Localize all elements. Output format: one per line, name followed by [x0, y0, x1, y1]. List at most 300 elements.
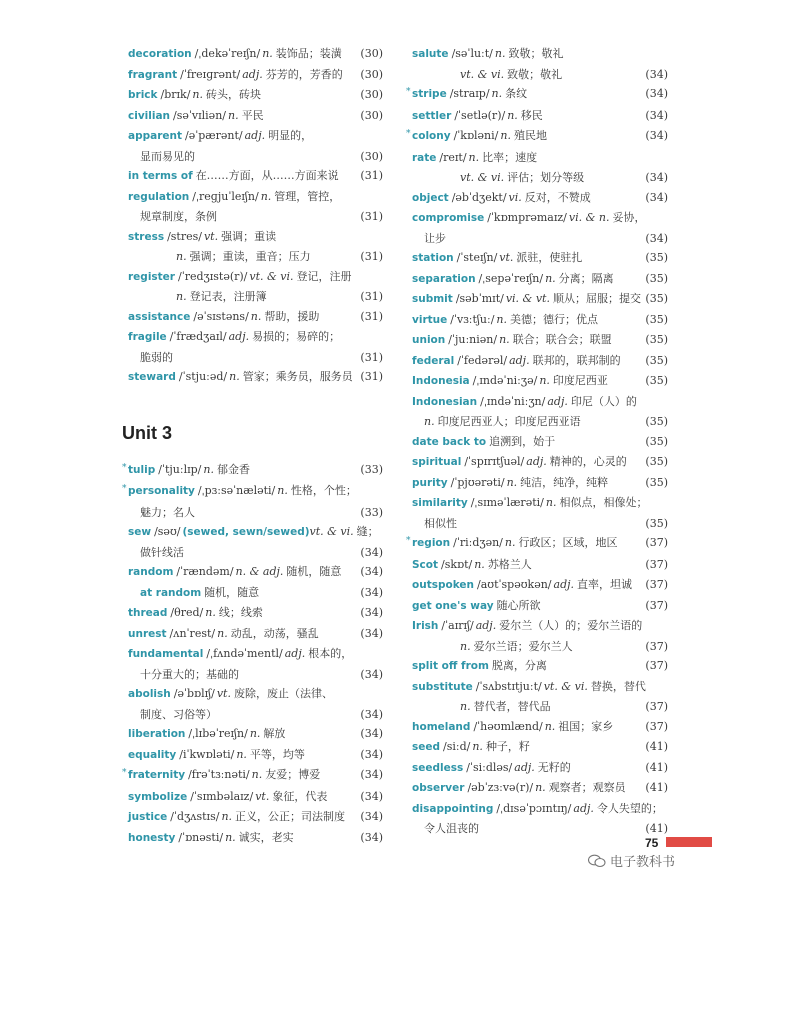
page-reference: (33) [360, 505, 383, 519]
definition: 苏格兰人 [487, 557, 532, 571]
headword: similarity [412, 497, 468, 509]
vocab-entry [128, 807, 383, 828]
vocab-entry [412, 392, 668, 413]
page-reference: (41) [645, 740, 668, 753]
left-bottom-entries [122, 460, 383, 849]
vocab-entry [412, 310, 668, 331]
vocab-entry [128, 828, 383, 849]
definition: 条纹 [505, 87, 528, 100]
part-of-speech: n. [535, 781, 546, 794]
pronunciation: /aʊtˈspəʊkən/ [477, 578, 552, 591]
vocab-entry [412, 616, 668, 637]
part-of-speech: adj. [242, 67, 263, 81]
part-of-speech: adj. [244, 129, 266, 142]
definition: 殖民地 [513, 129, 547, 142]
definition: 线；线索 [218, 606, 263, 619]
vocab-entry [412, 737, 668, 758]
vocab-entry [412, 269, 668, 290]
headword: seedless [412, 761, 464, 774]
headword: abolish [128, 688, 171, 700]
pronunciation: /ˈfreɪɡrənt/ [180, 67, 241, 81]
part-of-speech: adj. [475, 619, 497, 632]
pronunciation: /ˈtjuːlɪp/ [158, 462, 202, 476]
page-reference: (30) [360, 88, 383, 101]
part-of-speech: adj. [284, 647, 306, 660]
part-of-speech: n. [176, 250, 187, 263]
pronunciation: /reɪt/ [439, 150, 467, 164]
page-reference: (35) [645, 271, 668, 285]
headword: stripe [412, 88, 447, 100]
page-reference: (35) [645, 374, 668, 387]
headword: disappointing [412, 802, 494, 815]
page-reference: (34) [360, 747, 383, 761]
definition: 令人失望的； [596, 801, 663, 815]
headword: Indonesian [412, 395, 478, 408]
vocab-entry [412, 656, 668, 677]
pronunciation: /ˈhəʊmlænd/ [473, 719, 543, 733]
definition: 帮助，援助 [264, 309, 320, 323]
definition: 根本的， [308, 647, 353, 660]
pronunciation: /ˈdʒʌstɪs/ [170, 810, 220, 823]
vocab-entry [412, 555, 668, 576]
inflections: (sewed, sewn/sewed) [182, 526, 310, 538]
definition: 美德；德行；优点 [510, 312, 598, 326]
pronunciation: /ˈsɪmbəlaɪz/ [190, 789, 254, 803]
headword: split off from [412, 660, 489, 672]
vocab-entry [128, 787, 383, 808]
definition: 随机，随意 [286, 565, 342, 578]
headword: honesty [128, 831, 176, 844]
page-reference: (37) [645, 700, 668, 713]
pronunciation: /ˌreɡjuˈleɪʃn/ [192, 189, 259, 203]
part-of-speech: vi. & vt. [505, 292, 550, 305]
part-of-speech: adj. [509, 353, 530, 367]
pronunciation: /ˈsteɪʃn/ [456, 251, 498, 264]
page-reference: (35) [645, 251, 668, 264]
page-reference: (34) [360, 565, 383, 578]
page-reference: (41) [645, 781, 668, 794]
part-of-speech: adj. [228, 330, 250, 343]
vocab-entry [128, 227, 383, 248]
headword: federal [412, 354, 455, 367]
headword: liberation [128, 728, 186, 740]
page-reference: (31) [360, 250, 383, 263]
definition: 解放 [263, 727, 286, 740]
vocab-entry [412, 452, 668, 473]
part-of-speech: n. [424, 415, 435, 428]
page-reference: (31) [360, 210, 383, 223]
pronunciation: /ˈrændəm/ [176, 565, 234, 578]
part-of-speech: n. [506, 475, 518, 489]
definition: 随机，随意 [204, 585, 260, 599]
pronunciation: /ˈvɜːtʃuː/ [450, 312, 495, 326]
page-reference: (34) [645, 87, 668, 100]
headword: decoration [128, 48, 192, 60]
pronunciation: /səˈluːt/ [451, 47, 493, 60]
part-of-speech: n. [262, 47, 273, 60]
part-of-speech: n. [260, 189, 272, 203]
definition: 登记表，注册簿 [189, 290, 267, 303]
headword: tulip [128, 463, 156, 476]
headword: Irish [412, 620, 439, 632]
vocab-entry [128, 583, 383, 604]
vocab-entry [128, 327, 383, 348]
part-of-speech: n. [496, 312, 507, 326]
definition: 登记，注册 [296, 269, 352, 283]
part-of-speech: n. [228, 108, 239, 122]
definition: 联邦的，联邦制的 [532, 353, 621, 367]
headword: brick [128, 89, 158, 101]
part-of-speech: adj. [514, 760, 535, 774]
headword: civilian [128, 109, 171, 122]
part-of-speech: n. [176, 290, 187, 303]
headword: in terms of [128, 170, 193, 182]
vocab-entry [412, 432, 668, 453]
definition: 性格，个性； [290, 484, 357, 497]
page-reference: (35) [645, 415, 668, 428]
vocab-entry: * fraternity /frəˈtɜːnəti/ n. 友爱；博爱 (34) [128, 765, 383, 787]
vocab-entry: * personality /ˌpɜːsəˈnæləti/ n. 性格，个性； [128, 481, 383, 503]
definition: 动乱，动荡，骚乱 [230, 626, 319, 640]
vocab-entry [412, 819, 668, 839]
pronunciation: /səˈvɪliən/ [173, 108, 226, 122]
definition: 追溯到，始于 [489, 434, 556, 448]
page-reference: (30) [360, 108, 383, 122]
part-of-speech: vt. & vi. [460, 67, 505, 81]
definition: 管理，管控， [274, 189, 341, 203]
part-of-speech: n. [249, 727, 261, 740]
headword: symbolize [128, 790, 188, 803]
vocab-entry [128, 147, 383, 167]
definition: 郁金香 [216, 462, 250, 476]
pronunciation: /əˈbɒlɪʃ/ [173, 687, 215, 700]
pronunciation: /ˌdekəˈreɪʃn/ [194, 47, 261, 60]
pronunciation: /ˈaɪrɪʃ/ [441, 619, 474, 632]
page-reference: (35) [645, 333, 668, 346]
headword: compromise [412, 212, 485, 224]
headword: virtue [412, 313, 448, 326]
pronunciation: /stres/ [167, 229, 202, 243]
headword: assistance [128, 310, 191, 323]
definition: 精神的，心灵的 [549, 455, 627, 468]
pronunciation: /səbˈmɪt/ [455, 292, 504, 305]
pronunciation: /əbˈdʒekt/ [451, 190, 507, 204]
page-reference: (34) [360, 606, 383, 619]
part-of-speech: vt. [203, 229, 219, 243]
pronunciation: /ˌdɪsəˈpɔɪntɪŋ/ [496, 801, 572, 815]
definition: 脆弱的 [140, 350, 173, 364]
pronunciation: /iˈkwɒləti/ [179, 747, 235, 761]
headword: region [412, 537, 451, 549]
vocab-entry [412, 188, 668, 209]
headword: object [412, 191, 449, 204]
vocab-entry [412, 351, 668, 372]
pronunciation: /ˈstjuːəd/ [178, 370, 228, 383]
vocab-entry [128, 624, 383, 645]
part-of-speech: n. [192, 88, 204, 101]
headword: date back to [412, 435, 487, 448]
headword: fragile [128, 331, 167, 343]
vocab-entry [128, 724, 383, 745]
part-of-speech: n. [203, 462, 214, 476]
definition: 脱离，分离 [491, 659, 547, 672]
definition: 爱尔兰语；爱尔兰人 [473, 639, 573, 653]
definition: 致敬；敬礼 [507, 67, 563, 81]
definition: 印尼（人）的 [570, 394, 637, 408]
page-reference: (31) [360, 169, 383, 182]
page-reference: (35) [645, 292, 668, 305]
vocab-entry [412, 575, 668, 596]
page-reference: (34) [360, 667, 383, 681]
vocab-entry [412, 637, 668, 657]
page-reference: (34) [360, 545, 383, 559]
vocab-entry [412, 229, 668, 249]
headword: fragrant [128, 68, 178, 81]
vocab-entry [128, 367, 383, 388]
definition: 易损的；易碎的； [252, 330, 341, 343]
headword: thread [128, 607, 168, 619]
vocab-entry [412, 168, 668, 188]
vocab-entry [412, 106, 668, 127]
vocab-entry [128, 522, 383, 543]
vocab-entry [128, 65, 383, 86]
definition: 废除，废止（法律、 [233, 687, 333, 700]
part-of-speech: n. [468, 150, 480, 164]
vocab-entry [412, 208, 668, 229]
definition: 相似点，相像处； [559, 496, 648, 509]
definition: 替换，替代 [590, 679, 646, 693]
left-column [122, 44, 383, 848]
headword: rate [412, 151, 437, 164]
page-reference: (37) [645, 719, 668, 733]
pronunciation: /ˌsepəˈreɪʃn/ [478, 271, 544, 285]
headword: personality [128, 485, 195, 497]
headword: get one's way [412, 599, 494, 612]
page-reference: (35) [645, 475, 668, 489]
page-reference: (35) [645, 353, 668, 367]
page-reference: (34) [360, 768, 383, 781]
part-of-speech: n. [250, 309, 262, 323]
page-reference: (35) [645, 516, 668, 530]
definition: 顺从；屈服；提交 [552, 292, 641, 305]
pronunciation: /ˌfʌndəˈmentl/ [206, 647, 283, 660]
definition: 种子，籽 [485, 740, 530, 753]
vocab-entry [128, 126, 383, 147]
vocab-entry [412, 44, 668, 65]
pronunciation: /ˌɪndəˈniːʒə/ [472, 374, 538, 387]
page-number: 75 [645, 836, 659, 850]
headword: sew [128, 526, 152, 538]
page-reference: (30) [360, 67, 383, 81]
definition: 做针线活 [140, 545, 184, 559]
definition: 强调；重读，重音；压力 [189, 250, 311, 263]
page-number-bar [666, 837, 712, 847]
part-of-speech: n. [225, 830, 236, 844]
part-of-speech: n. [460, 639, 471, 653]
definition: 印度尼西亚 [552, 374, 608, 387]
page-reference: (37) [645, 598, 668, 612]
headword: register [128, 270, 175, 283]
page-reference: (34) [645, 231, 668, 245]
pronunciation: /ˈredʒɪstə(r)/ [177, 269, 248, 283]
definition: 令人沮丧的 [424, 822, 479, 835]
definition: 联合；联合会；联盟 [512, 333, 612, 346]
page-reference: (34) [645, 190, 668, 204]
definition: 显而易见的 [140, 149, 195, 163]
pronunciation: /ˌsɪməˈlærəti/ [470, 496, 544, 509]
right-column [406, 44, 668, 839]
pronunciation: /skɒt/ [441, 557, 473, 571]
definition: 在……方面，从……方面来说 [195, 169, 339, 182]
page-reference: (34) [360, 830, 383, 844]
vocab-entry [412, 412, 668, 432]
headword: separation [412, 272, 476, 285]
headword: unrest [128, 627, 167, 640]
part-of-speech: vt. [255, 789, 270, 803]
vocab-entry [412, 697, 668, 717]
headword: substitute [412, 680, 473, 693]
page-reference: (34) [645, 171, 668, 184]
definition: 派驻，使驻扎 [516, 251, 583, 264]
definition: 直率，坦诚 [577, 578, 633, 591]
page-reference: (35) [645, 312, 668, 326]
part-of-speech: n. [539, 374, 550, 387]
definition: 致敬；敬礼 [508, 47, 564, 60]
definition: 十分重大的；基础的 [140, 667, 239, 681]
pronunciation: /ˈkɒləni/ [453, 129, 499, 142]
definition: 明显的， [268, 129, 313, 142]
pronunciation: /ˈɒnəsti/ [178, 830, 224, 844]
vocab-entry [412, 148, 668, 169]
definition: 砖头，砖块 [206, 88, 262, 101]
page-reference: (30) [360, 47, 383, 60]
vocab-entry [128, 644, 383, 665]
part-of-speech: adj. [526, 455, 547, 468]
vocab-entry [412, 778, 668, 799]
definition: 正义，公正；司法制度 [235, 810, 346, 823]
page-reference: (34) [360, 727, 383, 740]
page-reference: (34) [360, 789, 383, 803]
vocab-entry [128, 745, 383, 766]
part-of-speech: vt. & vi. [543, 679, 588, 693]
headword: observer [412, 782, 465, 794]
page-reference: (34) [645, 67, 668, 81]
pronunciation: /θred/ [170, 606, 204, 619]
definition: 象征，代表 [272, 789, 328, 803]
part-of-speech: n. [277, 484, 288, 497]
vocab-entry [128, 247, 383, 267]
definition: 友爱；博爱 [265, 768, 321, 781]
pronunciation: /ˈfedərəl/ [457, 353, 508, 367]
part-of-speech: n. [507, 108, 518, 122]
pronunciation: /ˈsʌbstɪtjuːt/ [475, 679, 542, 693]
part-of-speech: n. [545, 496, 557, 509]
definition: 妥协， [612, 211, 646, 224]
definition: 爱尔兰（人）的；爱尔兰语的 [499, 619, 643, 632]
page-reference: (31) [360, 350, 383, 364]
pronunciation: /əˈsɪstəns/ [193, 309, 249, 323]
definition: 强调；重读 [221, 229, 277, 243]
pronunciation: /frəˈtɜːnəti/ [188, 768, 250, 781]
vocab-entry [412, 473, 668, 494]
part-of-speech: n. [229, 370, 240, 383]
definition: 反对，不赞成 [524, 190, 591, 204]
definition: 芬芳的，芳香的 [265, 67, 343, 81]
part-of-speech: n. [474, 557, 485, 571]
headword: apparent [128, 130, 182, 142]
headword: union [412, 334, 446, 346]
vocab-entry [412, 799, 668, 820]
definition: 无籽的 [537, 760, 571, 774]
definition: 平民 [241, 108, 264, 122]
vocab-entry [412, 330, 668, 351]
part-of-speech: vt. [499, 251, 514, 264]
page-reference: (41) [645, 760, 668, 774]
vocab-entry [128, 348, 383, 368]
vocab-entry [412, 717, 668, 738]
page-reference: (37) [645, 578, 668, 591]
pronunciation: /səʊ/ [154, 525, 181, 538]
pronunciation: /ˌpɜːsəˈnæləti/ [197, 484, 276, 497]
definition: 祖国；家乡 [558, 719, 614, 733]
pronunciation: /əbˈzɜːvə(r)/ [467, 781, 534, 794]
part-of-speech: n. [221, 810, 233, 823]
part-of-speech: n. [205, 606, 216, 619]
pronunciation: /əˈpærənt/ [185, 129, 243, 142]
headword: regulation [128, 190, 190, 203]
watermark [588, 851, 675, 870]
definition: 随心所欲 [496, 598, 541, 612]
page-reference: (37) [645, 659, 668, 672]
vocab-entry [128, 562, 383, 583]
vocab-entry [128, 85, 383, 106]
pronunciation: /brɪk/ [160, 88, 191, 101]
definition: 管家；乘务员，服务员 [242, 370, 353, 383]
part-of-speech: vt. [216, 687, 231, 700]
vocab-entry [128, 267, 383, 288]
definition: 平等，均等 [249, 747, 305, 761]
vocab-entry [128, 187, 383, 208]
headword: justice [128, 811, 168, 823]
vocab-entry [128, 705, 383, 725]
definition: 移民 [520, 108, 543, 122]
pronunciation: /ˈkɒmprəmaɪz/ [487, 211, 567, 224]
part-of-speech: n. [460, 700, 471, 713]
pronunciation: /siːd/ [443, 740, 471, 753]
vocab-entry [128, 603, 383, 624]
headword: random [128, 566, 174, 578]
vocab-entry [128, 684, 383, 705]
page-reference: (34) [360, 810, 383, 823]
headword: purity [412, 476, 448, 489]
vocab-entry: * region /ˈriːdʒən/ n. 行政区；区域，地区 (37) [412, 533, 668, 555]
part-of-speech: n. [491, 87, 503, 100]
headword: Scot [412, 558, 439, 571]
pronunciation: /straɪp/ [449, 87, 490, 100]
page-reference: (37) [645, 557, 668, 571]
page-reference: (34) [645, 108, 668, 122]
headword: fraternity [128, 769, 186, 781]
part-of-speech: vt. & vi. [249, 269, 294, 283]
page-reference: (35) [645, 455, 668, 468]
vocab-entry [412, 596, 668, 617]
unit-heading: Unit 3 [122, 422, 173, 443]
page-reference: (41) [645, 822, 668, 835]
definition: 替代者，替代品 [473, 700, 551, 713]
part-of-speech: vt. & vi. [460, 171, 505, 184]
headword: spiritual [412, 456, 462, 468]
page-reference: (31) [360, 290, 383, 303]
